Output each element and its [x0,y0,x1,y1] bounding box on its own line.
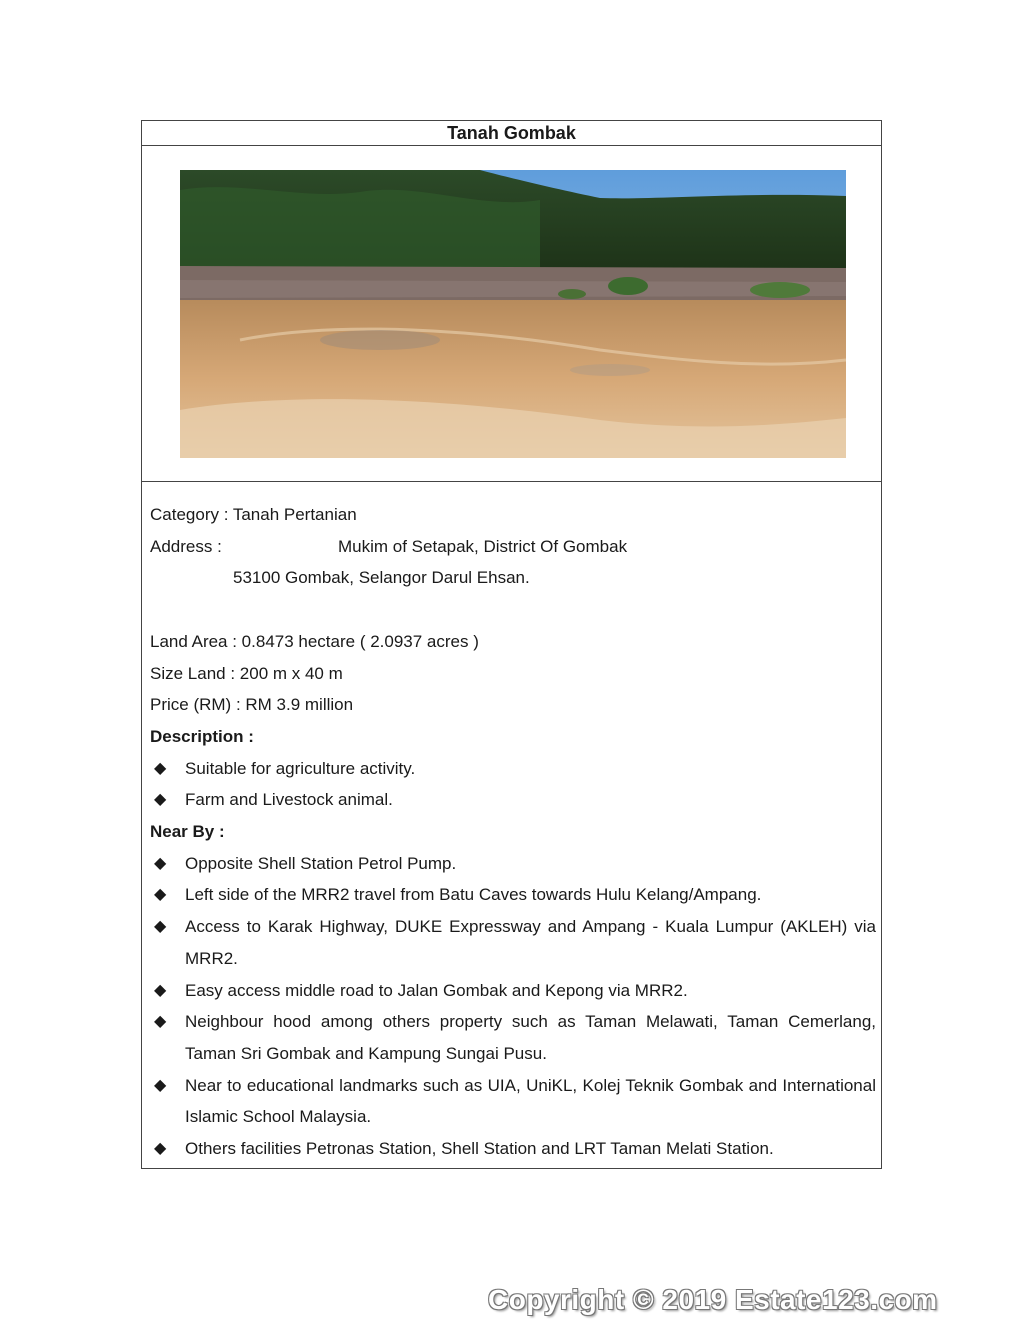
bullet-diamond-icon: ◆ [154,791,167,809]
address-line-1 [150,531,876,563]
bullet-diamond-icon: ◆ [154,1140,167,1158]
bullet-diamond-icon: ◆ [154,759,167,777]
photo-cell [142,146,881,482]
bullet-diamond-icon: ◆ [154,886,167,904]
near-by-list [150,848,876,1165]
near-by-item-text: Easy access middle road to Jalan Gombak and Kepong via MRR2. [185,980,688,1000]
category-line: Category : Tanah Pertanian [150,505,357,524]
description-heading: Description : [150,726,254,746]
near-by-item-text: Near to educational landmarks such as UIA, UniKL, Kolej Teknik Gombak and International Islamic School Malaysia. [185,1075,876,1127]
near-by-item [150,975,876,1007]
description-item-text: Farm and Livestock animal. [185,790,393,810]
near-by-item [150,879,876,911]
near-by-heading: Near By : [150,822,225,842]
near-by-item [150,848,876,880]
description-list [150,753,876,816]
address-line-2: 53100 Gombak, Selangor Darul Ehsan. [233,568,530,588]
description-item [150,784,876,816]
listing-details [150,499,876,1165]
spacer [150,594,876,626]
bullet-diamond-icon: ◆ [154,1013,167,1031]
bullet-diamond-icon: ◆ [154,1076,167,1094]
near-by-item-text: Left side of the MRR2 travel from Batu Caves towards Hulu Kelang/Ampang. [185,885,762,905]
near-by-item [150,1070,876,1133]
near-by-item-text: Access to Karak Highway, DUKE Expressway and Ampang - Kuala Lumpur (AKLEH) via MRR2. [185,917,876,968]
near-by-item [150,1133,876,1165]
address-label: Address : [150,536,222,556]
description-item [150,753,876,785]
bullet-diamond-icon: ◆ [154,981,167,999]
description-item-text: Suitable for agriculture activity. [185,758,416,778]
near-by-item-text: Others facilities Petronas Station, Shell Station and LRT Taman Melati Station. [185,1139,774,1159]
copyright-watermark: Copyright © 2019 Estate123.com [488,1284,938,1315]
near-by-item-text: Opposite Shell Station Petrol Pump. [185,853,457,873]
price-line: Price (RM) : RM 3.9 million [150,695,354,715]
bullet-diamond-icon: ◆ [154,918,167,936]
near-by-item [150,1006,876,1069]
size-land-line: Size Land : 200 m x 40 m [150,663,343,683]
listing-title: Tanah Gombak [142,121,881,146]
land-photo [180,170,846,458]
near-by-item [150,911,876,974]
address-value-1: Mukim of Setapak, District Of Gombak [338,536,628,556]
near-by-item-text: Neighbour hood among others property such as Taman Melawati, Taman Cemerlang, Taman Sri Gombak and Kampung Sungai Pusu. [185,1012,876,1063]
land-area-line: Land Area : 0.8473 hectare ( 2.0937 acres ) [150,631,479,651]
bullet-diamond-icon: ◆ [154,854,167,872]
